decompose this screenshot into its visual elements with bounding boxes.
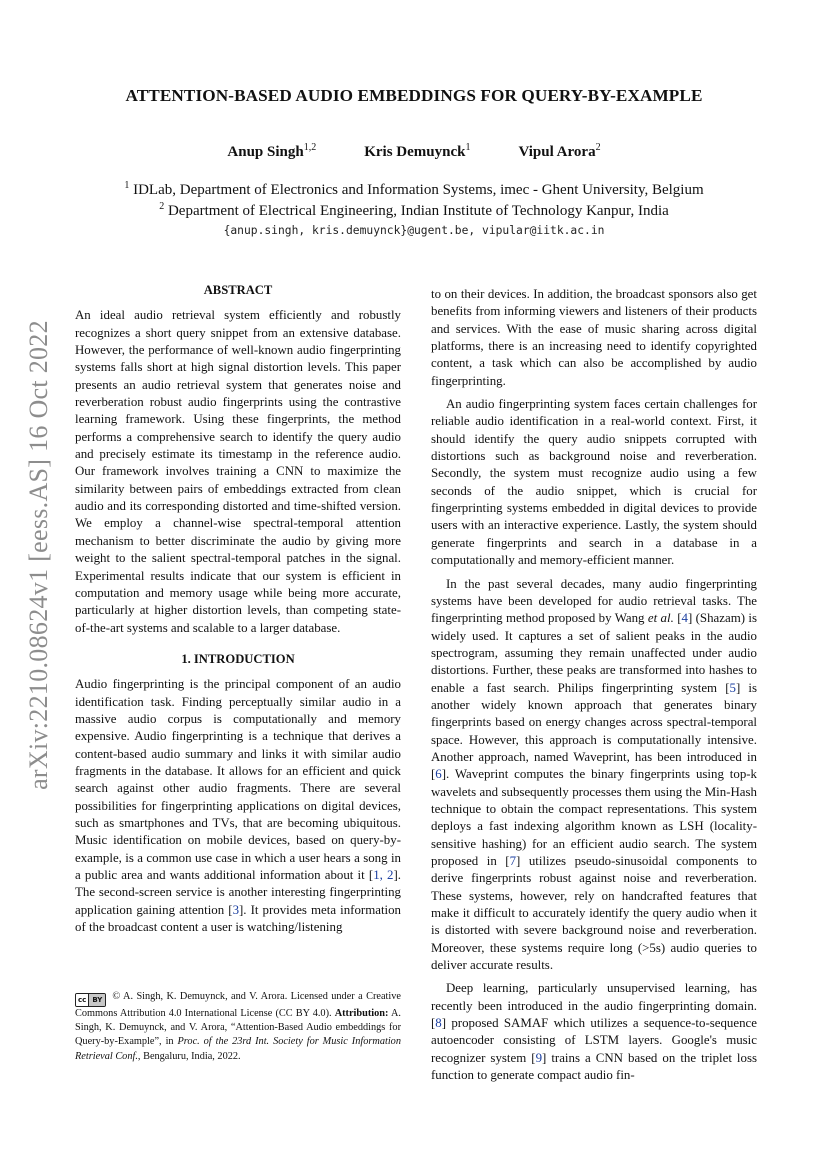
- author-1-affiliation-mark: 1,2: [303, 142, 317, 153]
- p4-text-part-1: Deep learning, particularly unsupervised learning, has recently been introduced in the audio fingerprinting domain. [: [431, 981, 757, 1031]
- left-column: [75, 282, 401, 936]
- right-paragraph-2: An audio fingerprinting system faces certain challenges for reliable audio identification in a real-world context. First, it should identify the query audio snippets corrupted with distortions such as background noise and reverberation. Secondly, the system must recognize audio using a few seconds of the audio snippet, which is crucial for fingerprinting systems embedded in digital devices to provide users with an interactive experience. Lastly, the system should generate fingerprints and search in a database in a computationally and memory-efficient manner.: [431, 397, 757, 568]
- citation-8-link[interactable]: 8: [435, 1016, 442, 1031]
- author-3-name: Vipul Arora: [518, 144, 596, 160]
- affiliation-2-mark: 2: [159, 201, 165, 212]
- citation-5-link[interactable]: 5: [729, 680, 736, 695]
- citation-6-link[interactable]: 6: [435, 767, 442, 782]
- attribution-text-2: , Bengaluru, India, 2022.: [137, 1050, 241, 1062]
- author-2-name: Kris Demuynck: [364, 144, 466, 160]
- p4-text-part-2: ] proposed SAMAF which utilizes a sequence-to-sequence autoencoder consisting of LSTM layers. Google's music recognizer system [: [431, 1016, 757, 1065]
- right-paragraph-1: to on their devices. In addition, the broadcast sponsors also get benefits from informing viewers and listeners of their products and services. With the ease of music sharing across digital platforms, there is an increasing need to identify copyrighted content, a task which can also be accomplished by audio fingerprinting.: [431, 287, 757, 388]
- license-text: © A. Singh, K. Demuynck, and V. Arora. Licensed under a Creative Commons Attribution 4.0 International License (CC BY 4.0).: [75, 991, 401, 1019]
- p3-text-part-5: ] utilizes pseudo-sinusoidal components to derive fingerprints robust against noise and reverberation. These systems, however, rely on handcrafted features that make it difficult to accurately identify the query audio when it is distorted with severe background noise and reverberation. Moreover, these systems require long (>5s) audio queries to deliver accurate results.: [431, 854, 757, 973]
- affiliation-2-text: Department of Electrical Engineering, Indian Institute of Technology Kanpur, India: [167, 203, 669, 219]
- introduction-paragraph: [75, 676, 401, 936]
- p3-etal: et al.: [647, 611, 674, 626]
- affiliation-1-text: IDLab, Department of Electronics and Information Systems, imec - Ghent University, Belgium: [133, 182, 704, 198]
- abstract-heading: ABSTRACT: [203, 283, 273, 297]
- author-1-name: Anup Singh: [227, 144, 304, 160]
- right-paragraph-3: In the past several decades, many audio fingerprinting systems have been developed for audio retrieval tasks. The fingerprinting method proposed by Wang et al. [4] (Shazam) is widely used. It captures a set of salient peaks in the audio spectrogram, assuming they remain unaffected under audio distortions. Further, these peaks are transformed into hashes to enable a fast search. Philips fingerprinting system [5] is another widely known approach that generates binary fingerprints based on energy changes across spectral-temporal space. However, this approach is computationally intensive. Another approach, named Waveprint, has been introduced in [6]. Waveprint computes the binary fingerprints using top-k wavelets and subsequently processes them using the Min-Hash technique to obtain the compact representations. This system deploys a fast indexing algorithm known as LSH (locality-sensitive hashing) for an efficient audio search. The system proposed in [7] utilizes pseudo-sinusoidal components to derive fingerprints robust against noise and reverberation. These systems, however, rely on handcrafted features that make it difficult to accurately identify the query audio when it is distorted with severe background noise and reverberation. Moreover, these systems require long (>5s) audio queries to deliver accurate results.: [431, 576, 758, 973]
- citation-9-link[interactable]: 9: [535, 1050, 543, 1065]
- affiliation-1-mark: 1: [124, 180, 130, 191]
- author-3-affiliation-mark: 2: [595, 142, 601, 153]
- paper-title: ATTENTION-BASED AUDIO EMBEDDINGS FOR QUERY-BY-EXAMPLE: [125, 86, 703, 105]
- affiliation-1: [0, 180, 828, 199]
- citation-4-link[interactable]: 4: [681, 611, 688, 626]
- author-2: [364, 142, 470, 161]
- attribution-venue: Proc. of the 23rd Int. Society for Music Information Retrieval Conf.: [75, 1036, 401, 1062]
- intro-text-part-1: Audio fingerprinting is the principal component of an audio identification task. Finding perceptually similar audio in a massive audio corpus is computationally and memory expensive. Audio fingerprinting is a technique that derives a content-based audio summary and links it with similar audio fragments in the database. It allows for an efficient and quick search against other audio fragments. There are several possibilities for fingerprinting applications on digital devices, such as smartphones and TVs, that are becoming ubiquitous. Music identification on mobile devices, based on query-by-example, is a common use case in which a user hears a song in a public area and wants additional information about it [: [75, 677, 401, 882]
- intro-text-part-2: ]. The second-screen service is another interesting fingerprinting application gaining attention [: [75, 868, 401, 917]
- author-1: [227, 142, 316, 161]
- affiliation-2: [0, 201, 828, 220]
- creative-commons-icon: [75, 993, 106, 1007]
- abstract-text: An ideal audio retrieval system efficiently and robustly recognizes a short query snippet from an extensive database. However, the performance of well-known audio fingerprinting systems falls short at high signal distortion levels. This paper presents an audio retrieval system that generates noise and reverberation robust audio fingerprints using the contrastive learning framework. Using these fingerprints, the method performs a comprehensive search to identify the query audio and precisely estimate its timestamp in the reference audio. Our framework involves training a CNN to maximize the similarity between pairs of embeddings extracted from clean audio and its corresponding distorted and time-shifted version. We employ a channel-wise spectral-temporal attention mechanism to better discriminate the audio by giving more weight to the salient spectral-temporal patches in the signal. Experimental results indicate that our system is efficient in computation and memory usage while being more accurate, particularly at higher distortion levels, than competing state-of-the-art systems and scalable to a larger database.: [75, 308, 401, 635]
- p3-text-part-4: ]. Waveprint computes the binary fingerprints using top-k wavelets and subsequently processes them using the Min-Hash technique to obtain the compact representations. This system deploys a fast indexing algorithm known as LSH (locality-sensitive hashing) for an efficient audio search. The system proposed in [: [431, 767, 757, 868]
- p4-text-part-3: ] trains a CNN based on the triplet loss function to generate compact audio fin-: [431, 1050, 757, 1083]
- p3-text-part-3: ] is another widely known approach that generates binary fingerprints based on energy changes across spectral-temporal space. However, this approach is computationally intensive. Another approach, named Waveprint, has been introduced in [: [431, 680, 757, 782]
- introduction-heading: 1. INTRODUCTION: [181, 651, 295, 666]
- cc-badge-left: cc: [76, 994, 89, 1006]
- author-3: [518, 142, 600, 161]
- cc-badge-by: BY: [89, 994, 105, 1006]
- citation-3-link[interactable]: 3: [232, 902, 240, 917]
- arxiv-identifier-stamp: [24, 185, 53, 925]
- p3-text-part-2: (Shazam) is widely used. It captures a set of salient peaks in the audio spectrogram, assuming they remain unaffected under audio distortions. Further, these peaks are transformed into hashes to enable a fast search. Philips fingerprinting system [: [431, 611, 758, 695]
- license-footnote: [75, 990, 401, 1064]
- p3-text-part-1: In the past several decades, many audio fingerprinting systems have been developed for audio retrieval tasks. The fingerprinting method proposed by Wang: [431, 576, 757, 626]
- arxiv-identifier-text: arXiv:2210.08624v1 [eess.AS] 16 Oct 2022: [24, 320, 53, 790]
- right-column: [431, 286, 757, 1084]
- intro-text-part-3: ]. It provides meta information of the broadcast content a user is watching/listening: [75, 902, 401, 935]
- author-list: [0, 142, 828, 161]
- attribution-label: Attribution:: [334, 1008, 389, 1019]
- author-2-affiliation-mark: 1: [465, 142, 471, 153]
- author-emails: {anup.singh, kris.demuynck}@ugent.be, vipular@iitk.ac.in: [223, 224, 605, 237]
- right-paragraph-4: [431, 980, 757, 1084]
- citation-1-2-link[interactable]: 1, 2: [373, 868, 394, 882]
- citation-7-link[interactable]: 7: [509, 854, 517, 868]
- attribution-text-1: A. Singh, K. Demuynck, and V. Arora, “Attention-Based Audio embeddings for Query-by-Example”, in: [75, 1008, 401, 1048]
